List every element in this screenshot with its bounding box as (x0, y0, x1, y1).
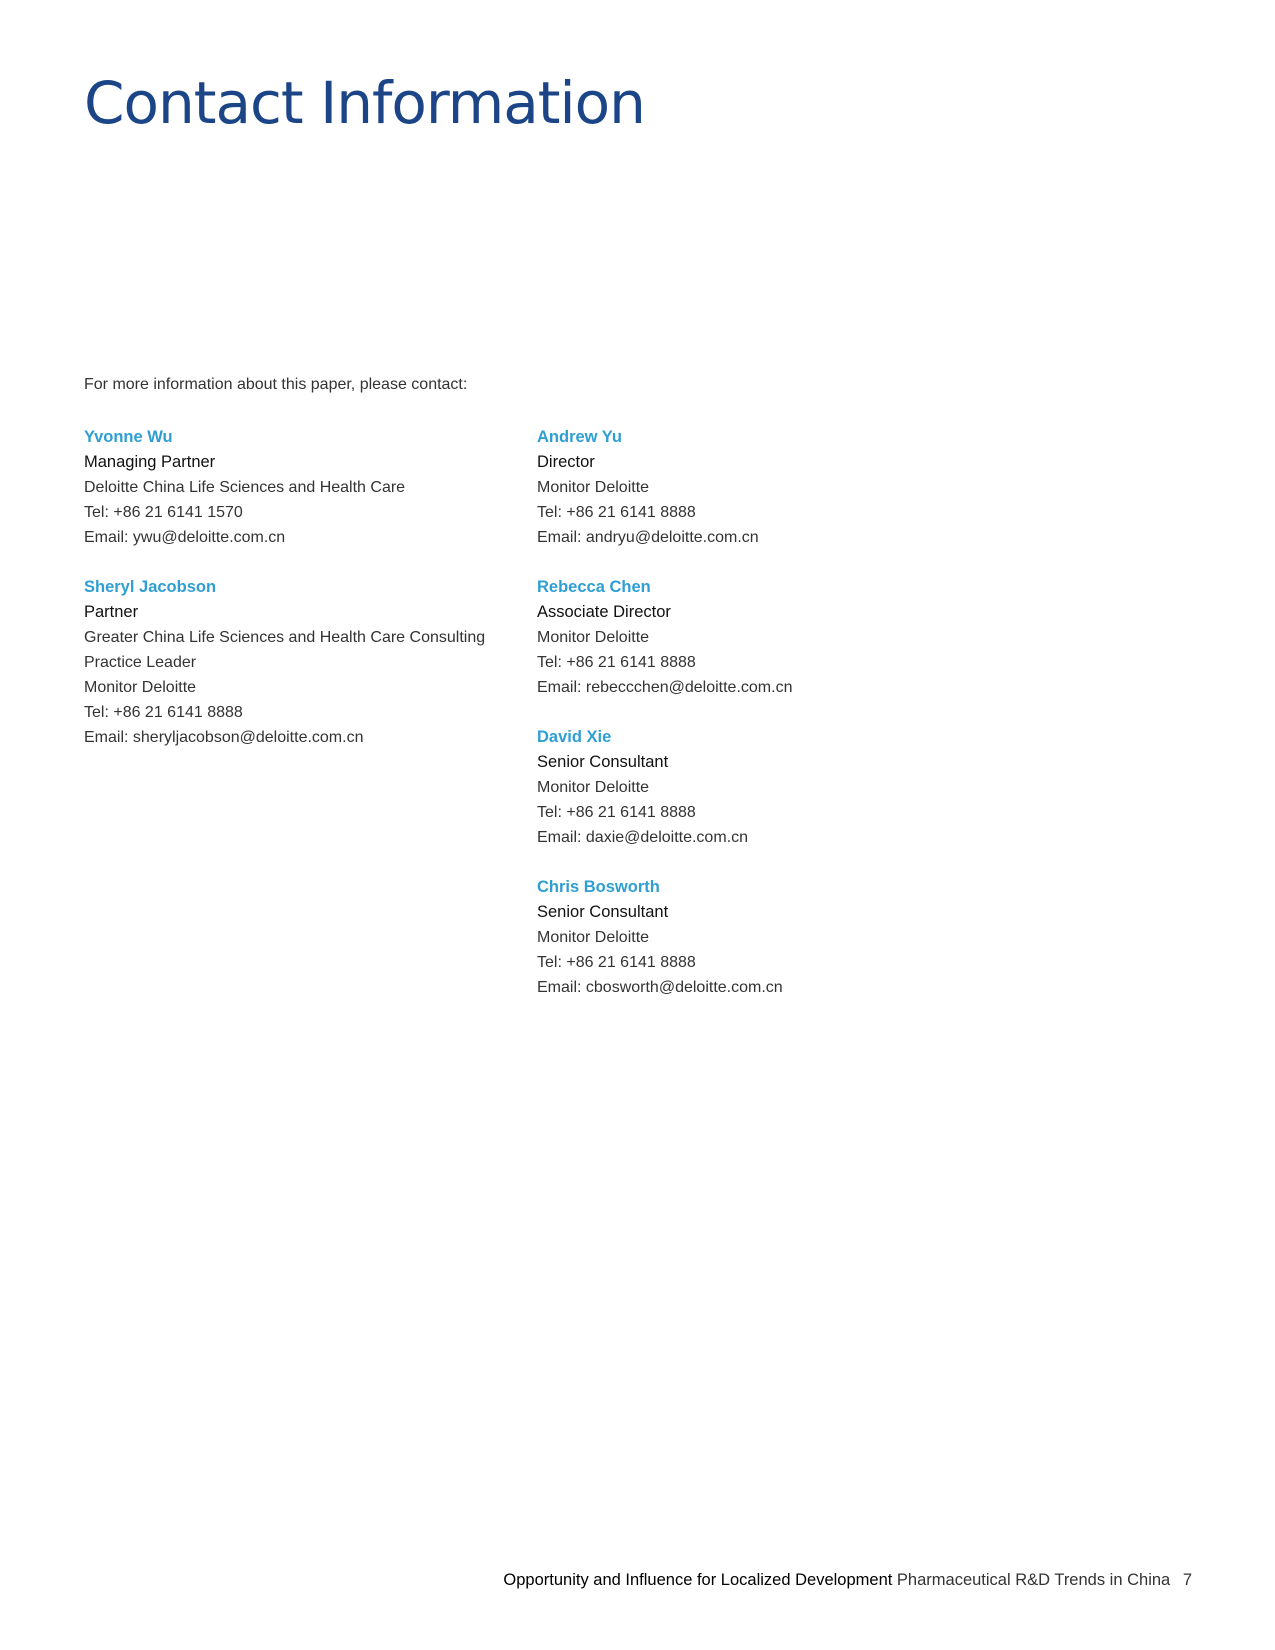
contact-phone: Tel: +86 21 6141 8888 (537, 804, 696, 821)
contact-role: Managing Partner (84, 453, 216, 471)
contact-name: Yvonne Wu (84, 428, 173, 446)
contact-card (537, 875, 947, 1000)
footer-report-title: Opportunity and Influence for Localized Development (503, 1571, 893, 1589)
footer-report-subtitle: Pharmaceutical R&D Trends in China (896, 1571, 1171, 1589)
contact-detail: Monitor Deloitte (537, 929, 650, 946)
contact-detail: Monitor Deloitte (537, 629, 650, 646)
contact-email: Email: ywu@deloitte.com.cn (84, 529, 286, 546)
contact-name: Sheryl Jacobson (84, 578, 217, 596)
contact-email: Email: cbosworth@deloitte.com.cn (537, 979, 783, 996)
contact-role: Partner (84, 603, 139, 621)
contact-detail: Practice Leader (84, 654, 197, 671)
contact-name: Andrew Yu (537, 428, 622, 446)
contact-name: David Xie (537, 728, 612, 746)
contact-card (537, 425, 947, 550)
contact-card (84, 425, 494, 550)
contact-email: Email: andryu@deloitte.com.cn (537, 529, 759, 546)
contact-phone: Tel: +86 21 6141 1570 (84, 504, 243, 521)
intro-text: For more information about this paper, please contact: (84, 376, 468, 393)
contact-role: Associate Director (537, 603, 671, 621)
page-title: Contact Information (84, 69, 645, 137)
page-footer (503, 1571, 1192, 1590)
contact-phone: Tel: +86 21 6141 8888 (84, 704, 243, 721)
contact-role: Senior Consultant (537, 903, 669, 921)
contact-role: Senior Consultant (537, 753, 669, 771)
contact-name: Chris Bosworth (537, 878, 660, 896)
contact-email: Email: daxie@deloitte.com.cn (537, 829, 748, 846)
contact-phone: Tel: +86 21 6141 8888 (537, 654, 696, 671)
contact-detail: Greater China Life Sciences and Health Care Consulting (84, 629, 486, 646)
contacts-right-column (537, 425, 947, 1025)
contact-email: Email: sheryljacobson@deloitte.com.cn (84, 729, 364, 746)
contact-detail: Monitor Deloitte (537, 479, 650, 496)
contact-detail: Deloitte China Life Sciences and Health Care (84, 479, 406, 496)
contact-role: Director (537, 453, 595, 471)
contact-card (537, 575, 947, 700)
contact-phone: Tel: +86 21 6141 8888 (537, 954, 696, 971)
contact-detail: Monitor Deloitte (537, 779, 650, 796)
contact-card (84, 575, 494, 750)
contact-detail: Monitor Deloitte (84, 679, 197, 696)
contacts-left-column (84, 425, 494, 775)
contact-email: Email: rebeccchen@deloitte.com.cn (537, 679, 793, 696)
contact-card (537, 725, 947, 850)
contact-phone: Tel: +86 21 6141 8888 (537, 504, 696, 521)
page-number: 7 (1182, 1571, 1192, 1589)
contact-name: Rebecca Chen (537, 578, 651, 596)
